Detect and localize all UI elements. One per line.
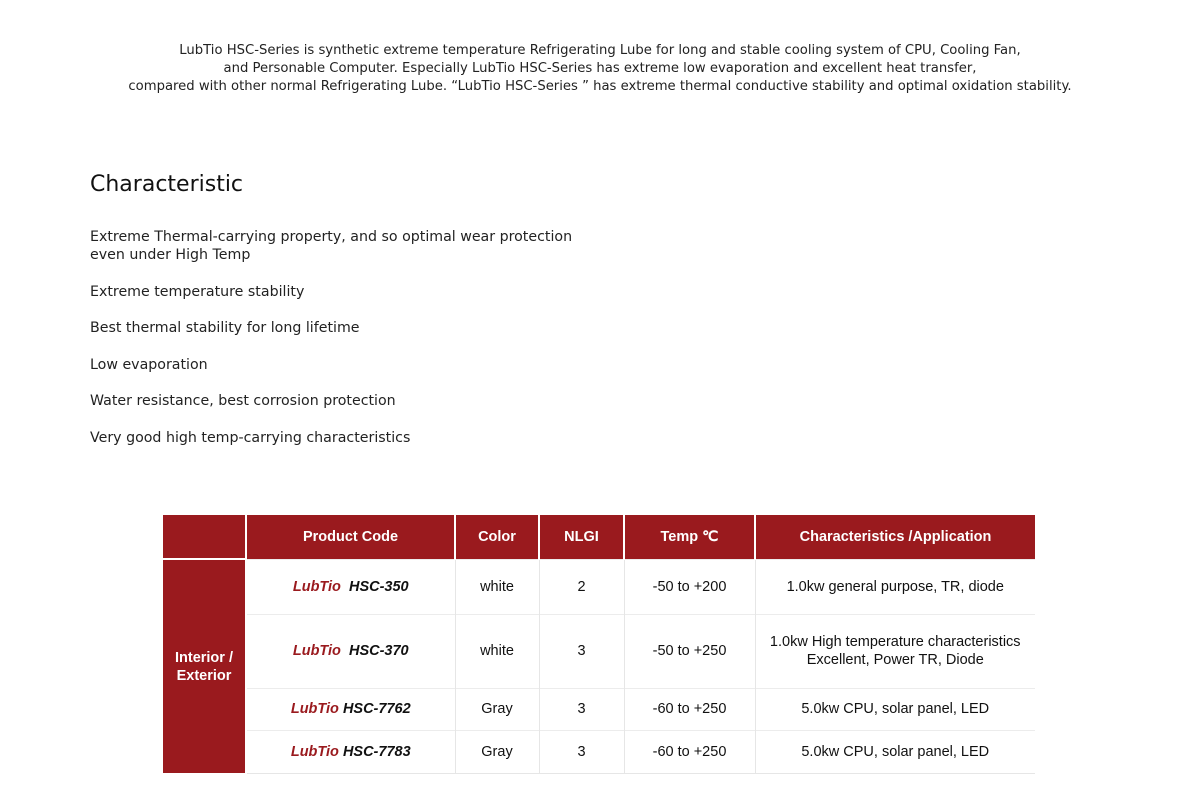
header-color: Color	[455, 515, 539, 559]
section-title: Characteristic	[90, 172, 244, 197]
temp-cell: -50 to +200	[624, 559, 755, 614]
feature-item	[90, 319, 610, 337]
application-line: 1.0kw general purpose, TR, diode	[786, 578, 1004, 595]
intro-line: LubTio HSC-Series is synthetic extreme temperature Refrigerating Lube for long and stable cooling system of CPU, Cooling Fan,	[179, 43, 1021, 58]
feature-list	[90, 228, 610, 465]
header-blank	[163, 515, 246, 559]
brand-name: LubTio	[290, 701, 339, 717]
temp-cell: -60 to +250	[624, 730, 755, 773]
nlgi-cell: 3	[539, 688, 624, 730]
model-code: HSC-350	[348, 578, 409, 595]
header-temp: Temp ℃	[624, 515, 755, 559]
table-row	[163, 559, 1035, 614]
region-line: Exterior	[176, 667, 232, 684]
table-row	[163, 730, 1035, 773]
feature-line: Low evaporation	[90, 356, 208, 373]
feature-line: Very good high temp-carrying characteristics	[90, 429, 411, 446]
intro-line: compared with other normal Refrigerating Lube. “LubTio HSC-Series ” has extreme thermal conductive stability and optimal oxidation stability.	[128, 79, 1072, 94]
temp-cell: -60 to +250	[624, 688, 755, 730]
header-nlgi: NLGI	[539, 515, 624, 559]
color-cell: white	[455, 559, 539, 614]
header-application: Characteristics /Application	[755, 515, 1035, 559]
nlgi-cell: 2	[539, 559, 624, 614]
feature-item	[90, 429, 610, 447]
application-line: 1.0kw High temperature characteristics	[769, 634, 1021, 650]
feature-item	[90, 228, 610, 264]
model-code: HSC-370	[348, 643, 409, 659]
table-row	[163, 688, 1035, 730]
feature-line: Best thermal stability for long lifetime	[90, 320, 360, 336]
brand-name: LubTio	[290, 743, 339, 760]
brand-name: LubTio	[292, 578, 341, 595]
color-cell: white	[455, 614, 539, 688]
intro-paragraph	[0, 42, 1200, 96]
feature-line: Extreme Thermal-carrying property, and so optimal wear protection	[90, 229, 573, 245]
application-cell	[755, 688, 1035, 730]
model-code: HSC-7783	[342, 743, 411, 760]
header-product-code: Product Code	[246, 515, 455, 559]
color-cell: Gray	[455, 730, 539, 773]
application-line: Excellent, Power TR, Diode	[806, 652, 984, 668]
table-header-row	[163, 515, 1035, 559]
feature-line: Water resistance, best corrosion protection	[90, 393, 396, 409]
application-line: 5.0kw CPU, solar panel, LED	[801, 743, 990, 760]
feature-item	[90, 356, 610, 374]
temp-cell: -50 to +250	[624, 614, 755, 688]
table-row	[163, 614, 1035, 688]
feature-line: Extreme temperature stability	[90, 283, 305, 300]
feature-item	[90, 392, 610, 410]
model-code: HSC-7762	[342, 701, 411, 717]
region-line: Interior /	[174, 649, 233, 666]
product-code-cell	[246, 614, 455, 688]
product-table	[163, 515, 1035, 774]
product-code-cell	[246, 688, 455, 730]
application-cell	[755, 559, 1035, 614]
application-line: 5.0kw CPU, solar panel, LED	[801, 701, 990, 717]
brand-name: LubTio	[292, 643, 341, 659]
intro-line: and Personable Computer. Especially LubTio HSC-Series has extreme low evaporation and excellent heat transfer,	[223, 61, 977, 76]
nlgi-cell: 3	[539, 730, 624, 773]
application-cell	[755, 730, 1035, 773]
product-code-cell	[246, 559, 455, 614]
application-cell	[755, 614, 1035, 688]
feature-line: even under High Temp	[90, 247, 251, 263]
color-cell: Gray	[455, 688, 539, 730]
feature-item	[90, 283, 610, 301]
product-code-cell	[246, 730, 455, 773]
nlgi-cell: 3	[539, 614, 624, 688]
region-cell	[163, 559, 246, 773]
